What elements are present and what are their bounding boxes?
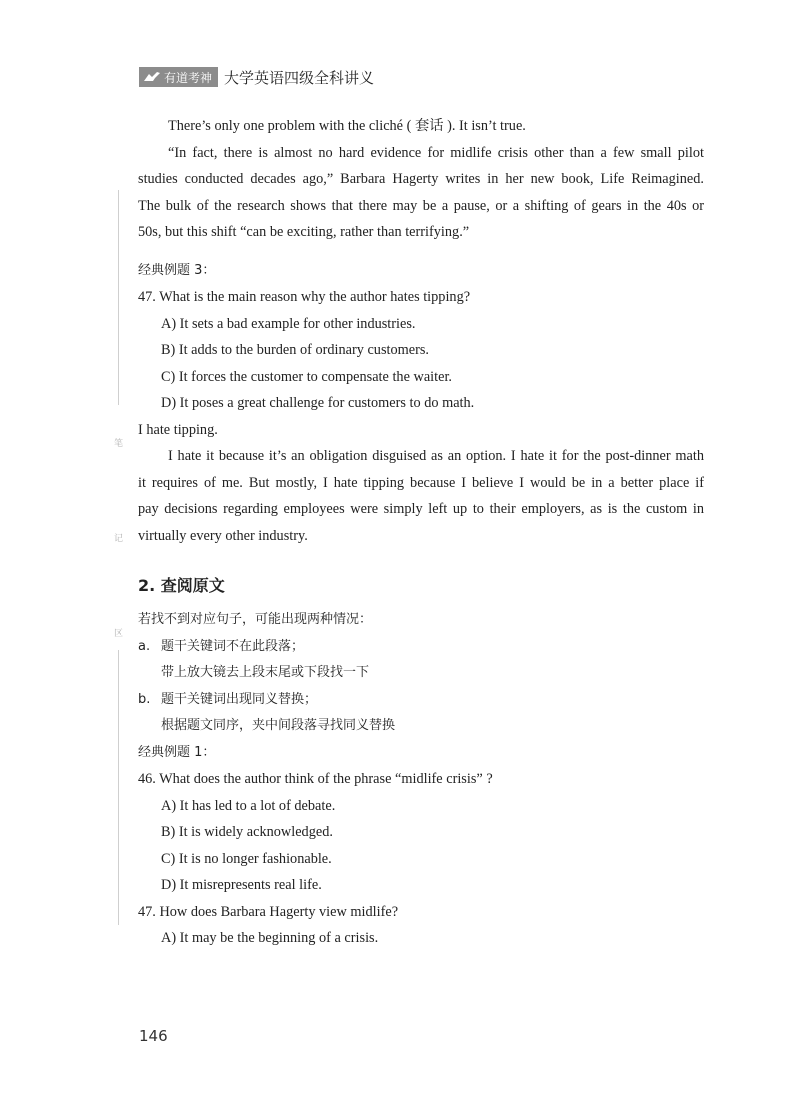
example1-option: D) It misrepresents real life.	[161, 877, 322, 893]
list-item-b	[138, 687, 704, 714]
list-marker-b: b.	[138, 691, 151, 707]
page-number: 146	[139, 1027, 168, 1045]
passage2-line: I hate tipping.	[138, 421, 218, 438]
margin-line-top	[118, 190, 119, 405]
passage2-line: virtually every other industry.	[138, 527, 308, 544]
brand-name: 有道考神	[164, 70, 213, 85]
section-intro: 若找不到对应句子，可能出现两种情况：	[138, 612, 373, 627]
brand-badge	[139, 67, 218, 87]
section-heading: 2. 查阅原文	[138, 576, 225, 595]
example3-option: C) It forces the customer to compensate the waiter.	[161, 368, 452, 385]
example3-option: A) It sets a bad example for other industries.	[161, 315, 416, 332]
page-header	[139, 66, 374, 88]
margin-label-ji: 记	[114, 534, 124, 544]
margin-label-bi: 笔	[114, 439, 124, 449]
passage2-line: it requires of me. But mostly, I hate tipping because I believe I would be in a better place if	[138, 474, 704, 491]
passage1-line: “In fact, there is almost no hard evidence for midlife crisis other than a few small pilot	[168, 144, 704, 161]
example1-question-47: 47. How does Barbara Hagerty view midlife?	[138, 903, 399, 920]
example1-label: 经典例题 1：	[138, 744, 216, 760]
example3-option: B) It adds to the burden of ordinary customers.	[161, 342, 430, 358]
list-text-b: 题干关键词出现同义替换；	[161, 691, 318, 707]
example3-question: 47. What is the main reason why the author hates tipping?	[138, 289, 471, 305]
passage2-line: pay decisions regarding employees were simply left up to their employers, as is the custom in	[138, 501, 704, 517]
passage1-line: studies conducted decades ago,” Barbara Hagerty writes in her new book, Life Reimagined.	[138, 171, 704, 187]
example1-option: A) It has led to a lot of debate.	[161, 797, 336, 814]
margin-line-bottom	[118, 650, 119, 925]
bird-logo-icon	[143, 71, 161, 83]
passage1-line: There’s only one problem with the cliché ( 套话 ). It isn’t true.	[168, 118, 526, 134]
example1-question-46: 46. What does the author think of the phrase “midlife crisis” ?	[138, 771, 493, 787]
example1-option: C) It is no longer fashionable.	[161, 850, 332, 867]
passage1-line: The bulk of the research shows that there may be a pause, or a shifting of gears in the 40s or	[138, 197, 704, 214]
book-title: 大学英语四级全科讲义	[224, 68, 375, 87]
passage2-line: I hate it because it’s an obligation disguised as an option. I hate it for the post-dinner math	[168, 448, 704, 464]
margin-label-qu: 区	[114, 629, 124, 639]
example1-option: A) It may be the beginning of a crisis.	[161, 930, 379, 946]
example3-option: D) It poses a great challenge for customers to do math.	[161, 395, 475, 411]
list-item-a	[138, 634, 704, 661]
list-sub-b: 根据题文同序，夹中间段落寻找同义替换	[161, 718, 396, 733]
list-marker-a: a.	[138, 638, 151, 654]
list-text-a: 题干关键词不在此段落；	[161, 638, 305, 654]
example1-option: B) It is widely acknowledged.	[161, 824, 333, 840]
passage1-line: 50s, but this shift “can be exciting, rather than terrifying.”	[138, 224, 470, 240]
list-sub-a: 带上放大镜去上段末尾或下段找一下	[161, 665, 370, 680]
example3-label: 经典例题 3：	[138, 262, 216, 278]
page-content	[138, 113, 704, 952]
